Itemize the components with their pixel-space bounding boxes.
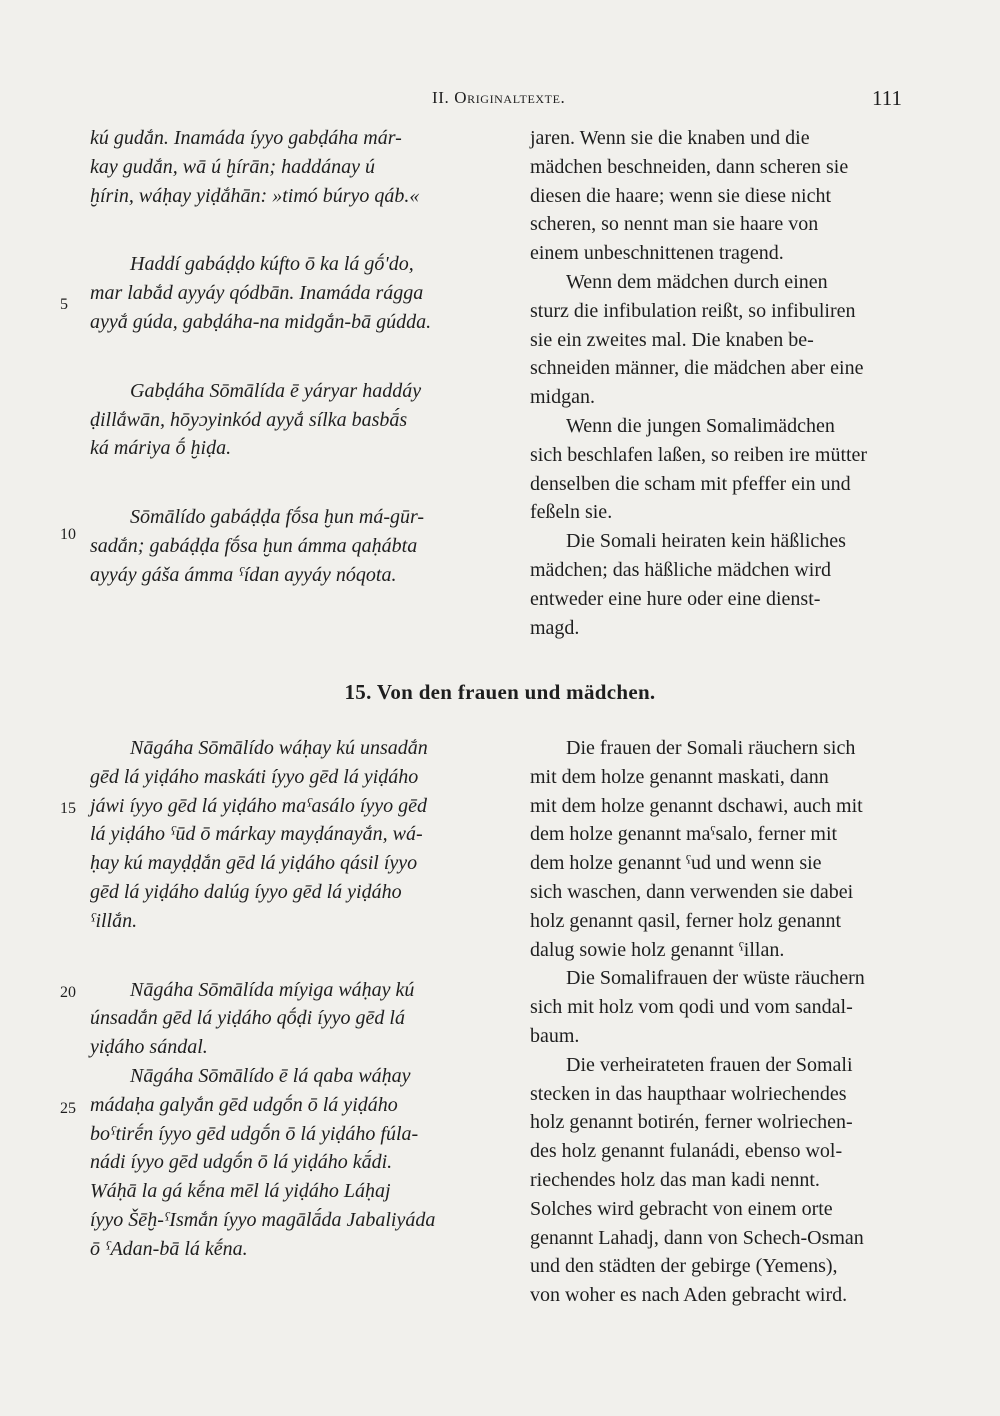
text-line: Die frauen der Somali räuchern sich bbox=[566, 737, 856, 759]
section-heading: 15. Von den frauen und mädchen. bbox=[344, 680, 656, 704]
text-line: Die Somali heiraten kein häßliches bbox=[566, 530, 846, 553]
text-line: kay gudắn, wā ú ḫírān; haddánay ú bbox=[90, 155, 375, 178]
text-line: kú gudắn. Inamáda íyyo gabḍáha már- bbox=[90, 127, 402, 149]
text-line: holz genannt qasil, ferner holz genannt bbox=[530, 909, 841, 932]
text-line: mit dem holze genannt dschawi, auch mit bbox=[530, 794, 863, 817]
text-line: yiḍáho sándal. bbox=[90, 1036, 208, 1059]
text-line: Solches wird gebracht von einem orte bbox=[530, 1197, 833, 1220]
text-line: scheren, so nennt man sie haare von bbox=[530, 213, 819, 236]
german-column-upper bbox=[530, 124, 926, 642]
text-line: und den städten der gebirge (Yemens), bbox=[530, 1255, 838, 1278]
text-line: mádaḥa galyắn gēd udgṓn ō lá yiḍáho bbox=[90, 1093, 398, 1116]
text-line: ˁillắn. bbox=[90, 909, 138, 932]
text-line: einem unbeschnittenen tragend. bbox=[530, 242, 784, 265]
text-line: boˁtirḗn íyyo gēd udgṓn ō lá yiḍáho fúla- bbox=[90, 1122, 419, 1145]
somali-paragraph bbox=[90, 976, 495, 1062]
text-line: sie ein zweites mal. Die knaben be- bbox=[530, 328, 814, 351]
text-line: Nāgáha Sōmālído wáḥay kú unsadắn bbox=[130, 737, 428, 759]
text-line: Wenn dem mädchen durch einen bbox=[566, 270, 828, 293]
text-line: dalug sowie holz genannt ˁillan. bbox=[530, 938, 785, 961]
somali-paragraph bbox=[90, 124, 495, 210]
running-head: II. Originaltexte. bbox=[432, 88, 566, 107]
text-line: mädchen; das häßliche mädchen wird bbox=[530, 558, 831, 581]
text-line: ayyáy gáša ámma ˁídan ayyáy nóqota. bbox=[90, 563, 397, 586]
text-line: sich mit holz vom qodi und vom sandal- bbox=[530, 996, 853, 1019]
text-line: ḫírin, wáḥay yiḍắhān: »timó búryo qáb.« bbox=[90, 184, 420, 207]
german-paragraph bbox=[530, 964, 926, 1050]
german-paragraph bbox=[530, 1051, 926, 1310]
text-line: sich waschen, dann verwenden sie dabei bbox=[530, 880, 854, 903]
text-line: gēd lá yiḍáho dalúg íyyo gēd lá yiḍáho bbox=[90, 880, 402, 903]
somali-paragraph bbox=[90, 250, 495, 336]
text-line: Haddí gabáḍḍo kúfto ō ka lá gṓ'do, bbox=[130, 253, 414, 276]
text-line: mit dem holze genannt maskati, dann bbox=[530, 765, 829, 788]
text-line: jaren. Wenn sie die knaben und die bbox=[530, 127, 810, 149]
text-line: íyyo Šēḫ-ˁIsmắn íyyo magālā́da Jabaliyáda bbox=[90, 1208, 436, 1231]
text-line: diesen die haare; wenn sie diese nicht bbox=[530, 184, 831, 207]
text-line: Wáḥā la gá kḗna mēl lá yiḍáho Láḥaj bbox=[90, 1180, 391, 1203]
text-line: mädchen beschneiden, dann scheren sie bbox=[530, 155, 849, 178]
text-line: ayyắ gúda, gabḍáha-na midgắn-bā gúdda. bbox=[90, 310, 432, 333]
german-paragraph bbox=[530, 527, 926, 642]
text-line: gēd lá yiḍáho maskáti íyyo gēd lá yiḍáho bbox=[90, 765, 419, 788]
text-line: Nāgáha Sōmālída míyiga wáḥay kú bbox=[130, 978, 415, 1001]
text-line: entweder eine hure oder eine dienst- bbox=[530, 587, 821, 610]
somali-column-lower bbox=[90, 734, 495, 1264]
text-line: Wenn die jungen Somalimädchen bbox=[566, 414, 835, 437]
text-line: genannt Lahadj, dann von Schech-Osman bbox=[530, 1226, 864, 1249]
line-number: 20 bbox=[60, 984, 76, 1001]
text-line: feßeln sie. bbox=[530, 501, 613, 524]
line-number: 25 bbox=[60, 1100, 76, 1117]
text-line: Sōmālído gabáḍḍa fṓsa ḫun má-gūr- bbox=[130, 506, 425, 529]
text-line: únsadắn gēd lá yiḍáho qṓḍi íyyo gēd lá bbox=[90, 1007, 405, 1030]
text-line: von woher es nach Aden gebracht wird. bbox=[530, 1284, 848, 1307]
text-line: dem holze genannt maˁsalo, ferner mit bbox=[530, 823, 838, 846]
page-number: 111 bbox=[872, 86, 902, 110]
text-line: denselben die scham mit pfeffer ein und bbox=[530, 472, 851, 495]
somali-paragraph bbox=[90, 734, 495, 936]
line-number: 5 bbox=[60, 296, 68, 313]
somali-paragraph bbox=[90, 503, 495, 589]
text-line: holz genannt botirén, ferner wolriechen- bbox=[530, 1111, 853, 1134]
text-line: Gabḍáha Sōmālída ē yáryar haddáy bbox=[130, 379, 422, 402]
text-line: lá yiḍáho ˁūd ō márkay mayḍánayắn, wá- bbox=[90, 823, 423, 846]
text-line: stecken in das haupthaar wolriechendes bbox=[530, 1082, 847, 1105]
text-line: jáwi íyyo gēd lá yiḍáho maˁasálo íyyo gēd bbox=[90, 794, 428, 817]
text-line: ká máriya ṓ ḫiḍa. bbox=[90, 437, 232, 460]
text-line: sich beschlafen laßen, so reiben ire mütter bbox=[530, 443, 868, 466]
text-line: ḥay kú mayḍḍắn gēd lá yiḍáho qásil íyyo bbox=[90, 852, 418, 875]
page-header bbox=[0, 86, 1000, 116]
text-line: riechendes holz das man kadi nennt. bbox=[530, 1168, 820, 1191]
german-paragraph bbox=[530, 268, 926, 412]
text-line: Die Somalifrauen der wüste räuchern bbox=[566, 967, 865, 990]
text-line: nádi íyyo gēd udgṓn ō lá yiḍáho kā́di. bbox=[90, 1151, 393, 1174]
somali-column-upper bbox=[90, 124, 495, 590]
german-paragraph bbox=[530, 412, 926, 527]
text-line: sadắn; gabáḍḍa fṓsa ḫun ámma qaḥábta bbox=[90, 534, 418, 557]
text-line: ō ˁAdan-bā lá kḗna. bbox=[90, 1237, 248, 1260]
text-line: schneiden männer, die mädchen aber eine bbox=[530, 357, 864, 380]
text-line: sturz die infibulation reißt, so infibuliren bbox=[530, 299, 856, 322]
german-paragraph bbox=[530, 124, 926, 268]
text-line: Die verheirateten frauen der Somali bbox=[566, 1053, 853, 1076]
text-line: midgan. bbox=[530, 386, 595, 409]
text-line: magd. bbox=[530, 616, 580, 639]
text-line: dem holze genannt ˁud und wenn sie bbox=[530, 852, 822, 875]
text-line: des holz genannt fulanádi, ebenso wol- bbox=[530, 1140, 843, 1163]
german-paragraph bbox=[530, 734, 926, 964]
somali-paragraph bbox=[90, 1062, 495, 1264]
somali-paragraph bbox=[90, 377, 495, 463]
text-line: baum. bbox=[530, 1024, 580, 1047]
text-line: mar labắd ayyáy qódbān. Inamáda rágga bbox=[90, 282, 424, 305]
text-line: ḍillắwān, hōyɔyinkód ayyắ sílka basbā́s bbox=[90, 408, 408, 431]
german-column-lower bbox=[530, 734, 926, 1310]
line-number: 10 bbox=[60, 526, 76, 543]
text-line: Nāgáha Sōmālído ē lá qaba wáḥay bbox=[130, 1064, 411, 1087]
line-number: 15 bbox=[60, 800, 76, 817]
